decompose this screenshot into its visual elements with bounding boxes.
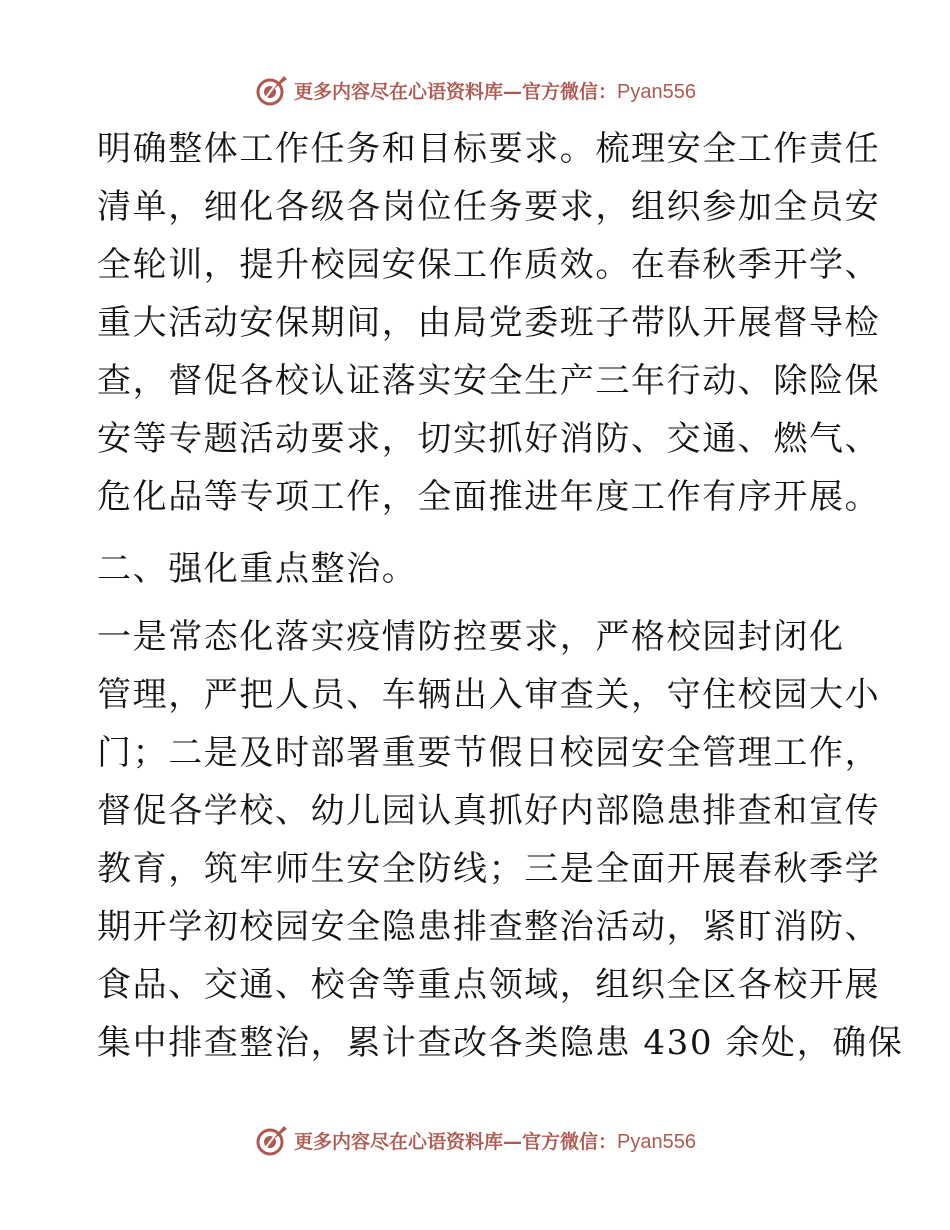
watermark-footer <box>0 1120 950 1160</box>
body-line: 安等专题活动要求，切实抓好消防、交通、燃气、 <box>97 419 881 459</box>
pen-nib-seal-icon <box>254 1122 290 1158</box>
body-line: 一是常态化落实疫情防控要求，严格校园封闭化 <box>97 617 845 657</box>
watermark-text: 更多内容尽在心语资料库—官方微信：Pyan556 <box>294 80 696 103</box>
watermark-text: 更多内容尽在心语资料库—官方微信：Pyan556 <box>294 1130 696 1153</box>
body-line: 重大活动安保期间，由局党委班子带队开展督导检 <box>97 303 881 343</box>
body-line: 查，督促各校认证落实安全生产三年行动、除险保 <box>97 361 881 401</box>
body-line: 管理，严把人员、车辆出入审查关，守住校园大小 <box>97 675 881 715</box>
body-line: 清单，细化各级各岗位任务要求，组织参加全员安 <box>97 187 881 227</box>
section-heading: 二、强化重点整治。 <box>97 549 418 589</box>
pen-nib-seal-icon <box>254 72 290 108</box>
body-line: 督促各学校、幼儿园认真抓好内部隐患排查和宣传 <box>97 791 881 831</box>
body-line: 全轮训，提升校园安保工作质效。在春秋季开学、 <box>97 245 881 285</box>
body-line: 教育，筑牢师生安全防线；三是全面开展春秋季学 <box>97 849 881 889</box>
body-line: 危化品等专项工作，全面推进年度工作有序开展。 <box>97 477 881 517</box>
wechat-id: Pyan556 <box>617 80 696 103</box>
body-line: 明确整体工作任务和目标要求。梳理安全工作责任 <box>97 129 881 169</box>
body-line: 集中排查整治，累计查改各类隐患 430 余处，确保 <box>97 1023 904 1063</box>
body-line: 食品、交通、校舍等重点领域，组织全区各校开展 <box>97 965 881 1005</box>
wechat-id: Pyan556 <box>617 1130 696 1153</box>
body-line: 期开学初校园安全隐患排查整治活动，紧盯消防、 <box>97 907 881 947</box>
body-line: 门；二是及时部署重要节假日校园安全管理工作， <box>97 733 881 773</box>
watermark-header <box>0 70 950 110</box>
document-body <box>97 126 904 1078</box>
